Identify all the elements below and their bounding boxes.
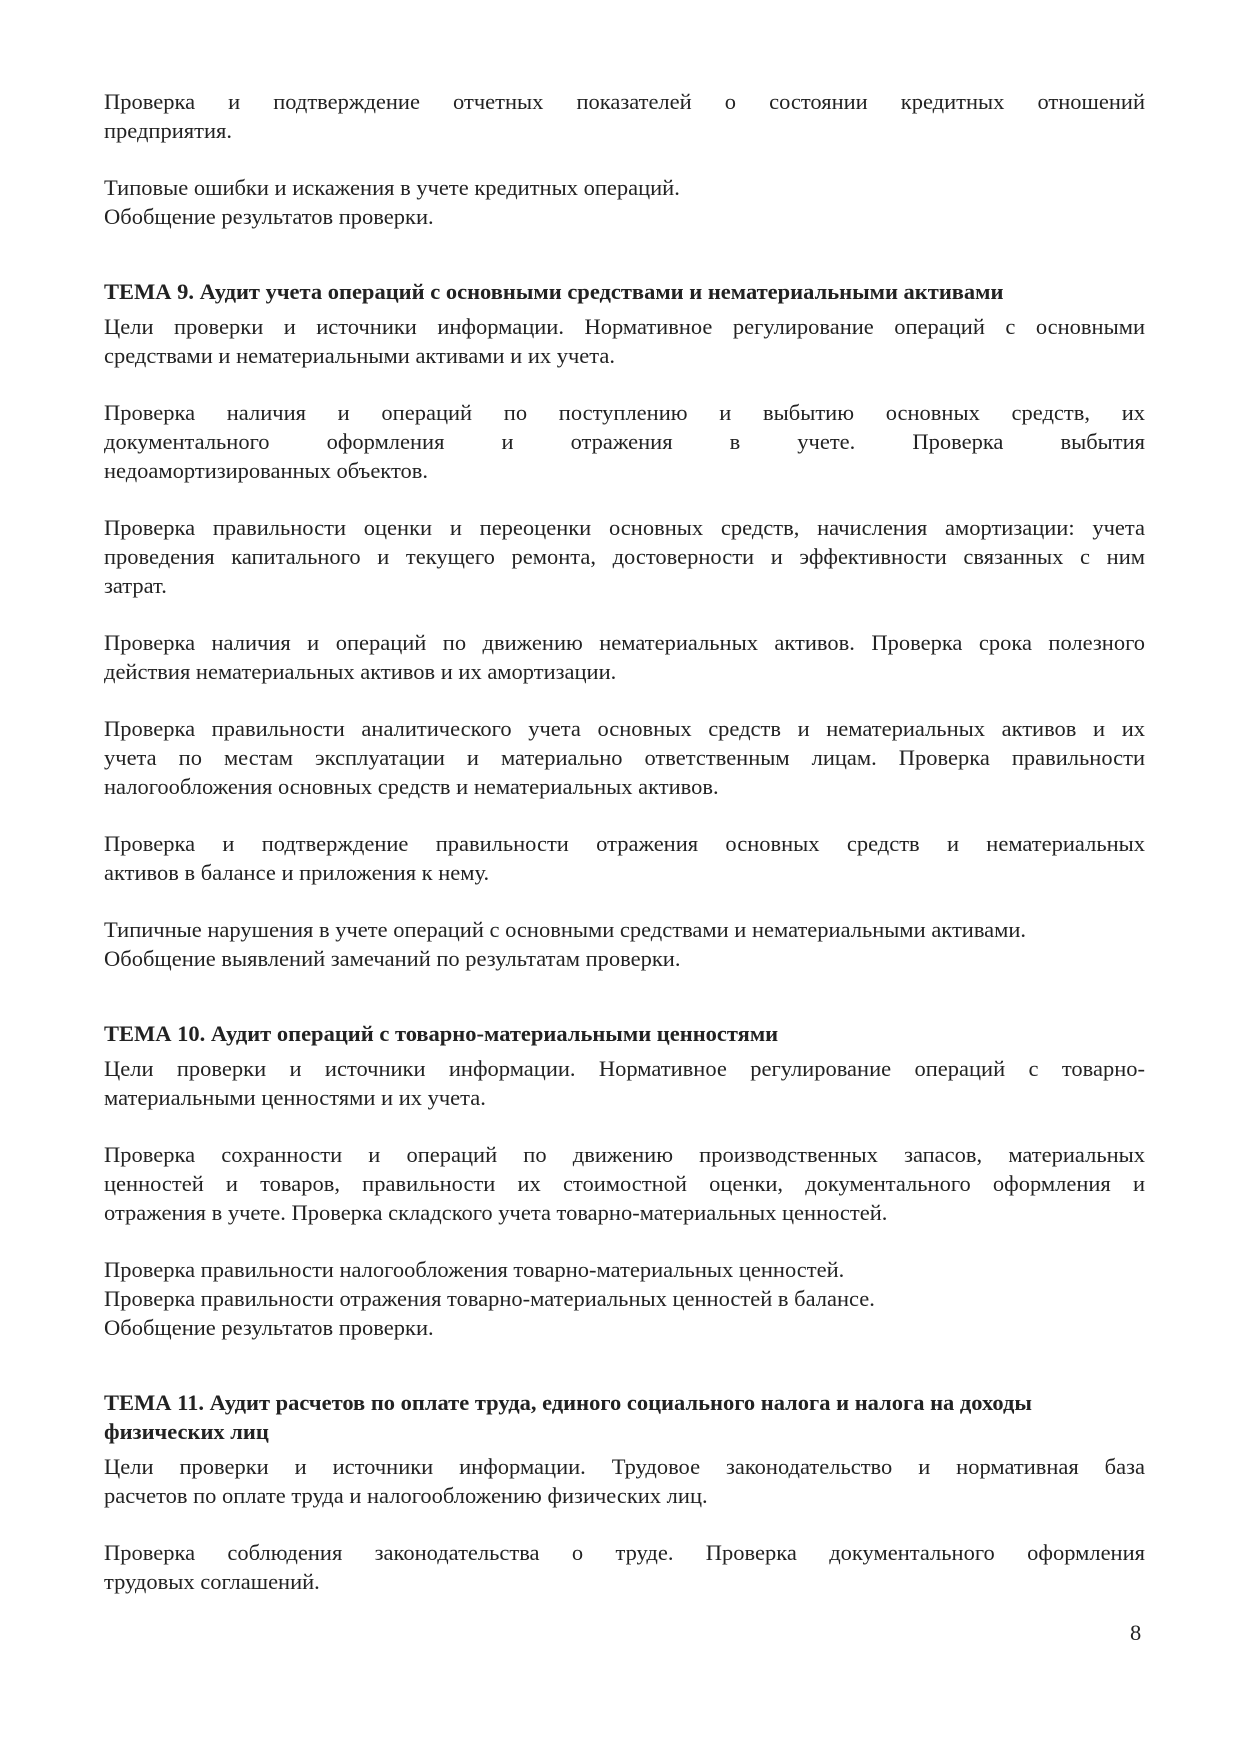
text-line: Проверка правильности оценки и переоценки основных средств, начисления амортизации: учета: [104, 515, 1145, 540]
page-number: 8: [1130, 1620, 1142, 1645]
text-line: Цели проверки и источники информации. Нормативное регулирование операций с товарно-: [104, 1056, 1145, 1081]
text-line: документального оформления и отражения в учете. Проверка выбытия: [104, 429, 1145, 454]
text-line: Проверка наличия и операций по поступлению и выбытию основных средств, их: [104, 400, 1145, 425]
paragraph: [104, 1255, 1145, 1342]
text-line: действия нематериальных активов и их амортизации.: [104, 659, 617, 684]
text-line: Проверка соблюдения законодательства о труде. Проверка документального оформления: [104, 1540, 1145, 1565]
text-line: недоамортизированных объектов.: [104, 458, 428, 483]
text-line: Цели проверки и источники информации. Нормативное регулирование операций с основными: [104, 314, 1145, 339]
text-line: Обобщение результатов проверки.: [104, 204, 434, 229]
section-heading-topic-11: [104, 1388, 1145, 1446]
text-line: учета по местам эксплуатации и материально ответственным лицам. Проверка правильности: [104, 745, 1145, 770]
text-line: Проверка правильности налогообложения товарно-материальных ценностей.: [104, 1257, 845, 1282]
text-line: Типичные нарушения в учете операций с основными средствами и нематериальными активами.: [104, 917, 1027, 942]
paragraph: [104, 1538, 1145, 1596]
paragraph: [104, 1054, 1145, 1112]
paragraph: [104, 915, 1145, 973]
text-line: Обобщение выявлений замечаний по результатам проверки.: [104, 946, 681, 971]
text-line: материальными ценностями и их учета.: [104, 1085, 486, 1110]
section-heading-topic-9: ТЕМА 9. Аудит учета операций с основными средствами и нематериальными активами: [104, 279, 1004, 304]
text-line: Обобщение результатов проверки.: [104, 1315, 434, 1340]
section-heading-topic-10: ТЕМА 10. Аудит операций с товарно-материальными ценностями: [104, 1021, 779, 1046]
text-line: расчетов по оплате труда и налогообложению физических лиц.: [104, 1483, 708, 1508]
text-line: Проверка наличия и операций по движению нематериальных активов. Проверка срока полезного: [104, 630, 1145, 655]
text-line: предприятия.: [104, 118, 232, 143]
text-line: Проверка и подтверждение правильности отражения основных средств и нематериальных: [104, 831, 1145, 856]
text-line: отражения в учете. Проверка складского учета товарно-материальных ценностей.: [104, 1200, 888, 1225]
paragraph: [104, 714, 1145, 801]
text-line: затрат.: [104, 573, 167, 598]
text-line: Проверка и подтверждение отчетных показателей о состоянии кредитных отношений: [104, 89, 1145, 114]
text-line: Цели проверки и источники информации. Трудовое законодательство и нормативная база: [104, 1454, 1145, 1479]
text-line: средствами и нематериальными активами и их учета.: [104, 343, 616, 368]
heading-line: физических лиц: [104, 1419, 269, 1444]
paragraph: [104, 829, 1145, 887]
paragraph: [104, 398, 1145, 485]
text-line: ценностей и товаров, правильности их стоимостной оценки, документального оформления и: [104, 1171, 1145, 1196]
text-line: активов в балансе и приложения к нему.: [104, 860, 490, 885]
paragraph: [104, 312, 1145, 370]
text-line: проведения капитального и текущего ремонта, достоверности и эффективности связанных с ним: [104, 544, 1145, 569]
text-line: трудовых соглашений.: [104, 1569, 320, 1594]
document-page: [104, 87, 1145, 1624]
paragraph: [104, 1140, 1145, 1227]
text-line: налогообложения основных средств и нематериальных активов.: [104, 774, 719, 799]
text-line: Проверка сохранности и операций по движению производственных запасов, материальных: [104, 1142, 1145, 1167]
paragraph: [104, 513, 1145, 600]
text-line: Типовые ошибки и искажения в учете кредитных операций.: [104, 175, 680, 200]
paragraph: [104, 87, 1145, 145]
paragraph: [104, 173, 1145, 231]
paragraph: [104, 1452, 1145, 1510]
heading-line: ТЕМА 11. Аудит расчетов по оплате труда, единого социального налога и налога на доходы: [104, 1390, 1032, 1415]
text-line: Проверка правильности отражения товарно-материальных ценностей в балансе.: [104, 1286, 875, 1311]
paragraph: [104, 628, 1145, 686]
text-line: Проверка правильности аналитического учета основных средств и нематериальных активов и их: [104, 716, 1145, 741]
